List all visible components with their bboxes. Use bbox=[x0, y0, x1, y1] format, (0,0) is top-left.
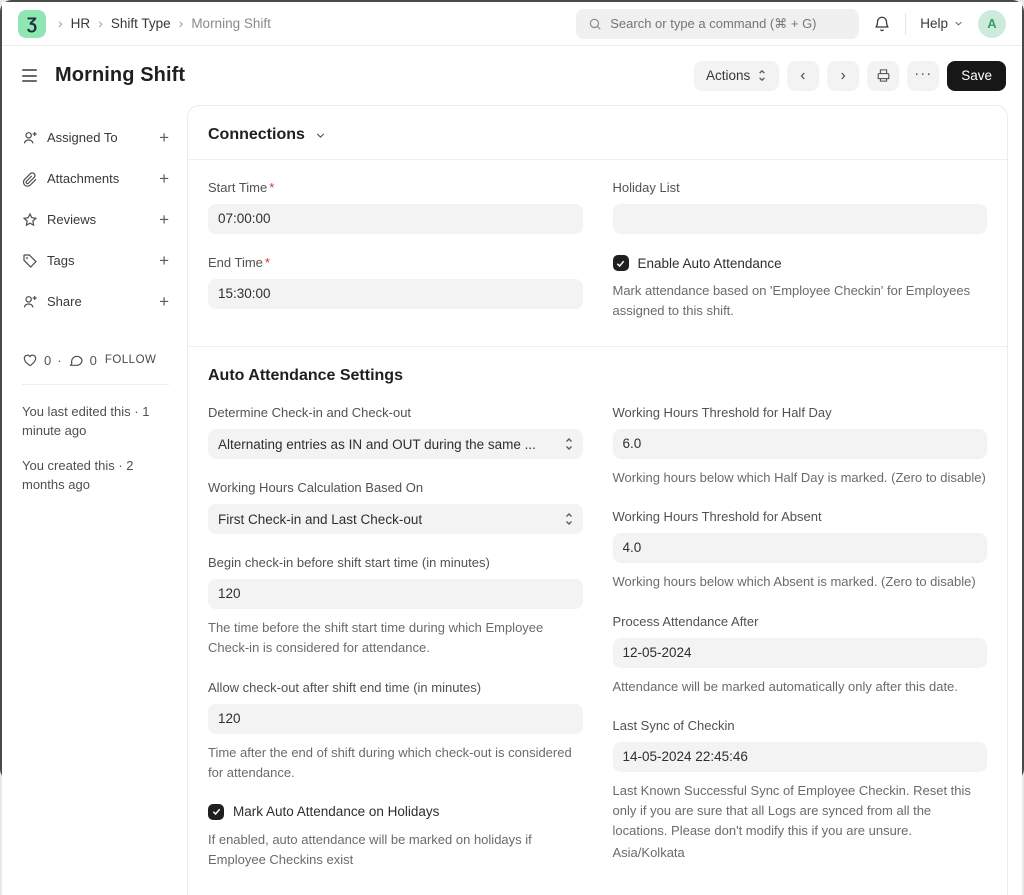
notifications-bell-icon[interactable] bbox=[873, 15, 891, 33]
mark-holidays-field bbox=[208, 804, 583, 870]
connections-section-toggle[interactable] bbox=[188, 106, 1007, 160]
end-time-field bbox=[208, 255, 583, 309]
allow-checkout-label: Allow check-out after shift end time (in minutes) bbox=[208, 679, 482, 695]
page-title: Morning Shift bbox=[55, 64, 186, 86]
chevron-right-icon: › bbox=[58, 14, 63, 31]
more-options-button[interactable] bbox=[907, 61, 939, 91]
half-day-threshold-label: Working Hours Threshold for Half Day bbox=[612, 405, 832, 421]
connections-title: Connections bbox=[208, 126, 305, 143]
checkbox-checked-icon bbox=[613, 255, 629, 271]
printer-icon bbox=[876, 68, 891, 83]
details-section bbox=[188, 160, 1007, 346]
mark-holidays-description: If enabled, auto attendance will be marked on holidays if Employee Checkins exist bbox=[208, 831, 532, 867]
sidebar-item-label: Share bbox=[47, 294, 82, 309]
half-day-threshold-description: Working hours below which Half Day is marked. (Zero to disable) bbox=[612, 470, 986, 486]
start-time-input[interactable] bbox=[208, 204, 583, 234]
required-marker: * bbox=[269, 180, 275, 195]
process-after-field bbox=[613, 614, 988, 697]
assign-user-icon bbox=[22, 130, 38, 146]
follow-button[interactable]: FOLLOW bbox=[104, 354, 157, 366]
absent-threshold-input[interactable] bbox=[613, 533, 988, 563]
holiday-list-input[interactable] bbox=[613, 204, 988, 234]
global-search-input[interactable] bbox=[576, 9, 859, 39]
breadcrumb-item-hr[interactable]: HR bbox=[70, 16, 91, 31]
navbar-divider bbox=[905, 13, 906, 35]
help-menu[interactable] bbox=[920, 16, 964, 31]
chevron-updown-icon bbox=[564, 512, 574, 526]
chevron-updown-icon bbox=[757, 69, 767, 82]
breadcrumb-item-current: Morning Shift bbox=[191, 16, 271, 31]
half-day-threshold-input[interactable] bbox=[613, 429, 988, 459]
half-day-threshold-field bbox=[613, 405, 988, 488]
sidebar-item-label: Tags bbox=[47, 253, 75, 268]
process-after-label: Process Attendance After bbox=[612, 613, 759, 629]
like-count: 0 bbox=[44, 352, 52, 368]
chevron-down-icon bbox=[314, 129, 327, 142]
document-sidebar bbox=[2, 105, 187, 895]
working-hours-calc-label: Working Hours Calculation Based On bbox=[208, 480, 424, 496]
print-button[interactable] bbox=[867, 61, 899, 91]
ellipsis-icon: ··· bbox=[914, 65, 933, 82]
allow-checkout-field bbox=[208, 680, 583, 783]
add-review-button[interactable]: + bbox=[159, 210, 169, 229]
search-icon bbox=[588, 17, 602, 31]
heart-icon[interactable] bbox=[22, 352, 38, 368]
checkbox-checked-icon bbox=[208, 804, 224, 820]
sidebar-item-attachments[interactable] bbox=[22, 170, 169, 187]
chevron-right-icon: › bbox=[178, 14, 184, 31]
holiday-list-field bbox=[613, 180, 988, 234]
working-hours-calc-select[interactable]: First Check-in and Last Check-out bbox=[208, 504, 583, 534]
begin-checkin-input[interactable] bbox=[208, 579, 583, 609]
comment-count: 0 bbox=[89, 352, 97, 368]
form-card bbox=[187, 105, 1008, 895]
enable-auto-attendance-field bbox=[613, 255, 988, 321]
absent-threshold-description: Working hours below which Absent is marked. (Zero to disable) bbox=[612, 574, 976, 590]
process-after-input[interactable] bbox=[613, 638, 988, 668]
required-marker: * bbox=[264, 255, 270, 270]
sidebar-item-tags[interactable] bbox=[22, 252, 169, 269]
mark-holidays-checkbox[interactable] bbox=[208, 804, 583, 820]
breadcrumb bbox=[58, 16, 271, 31]
enable-auto-attendance-label: Enable Auto Attendance bbox=[637, 255, 782, 271]
share-user-icon bbox=[22, 294, 38, 310]
search-input[interactable] bbox=[610, 16, 847, 31]
start-time-label: Start Time * bbox=[208, 180, 275, 195]
auto-attendance-title: Auto Attendance Settings bbox=[208, 367, 403, 385]
page-head bbox=[2, 46, 1022, 105]
breadcrumb-item-shift-type[interactable]: Shift Type bbox=[110, 16, 171, 31]
help-label: Help bbox=[920, 16, 948, 31]
tag-icon bbox=[22, 253, 38, 269]
holiday-list-label: Holiday List bbox=[612, 180, 680, 195]
end-time-input[interactable] bbox=[208, 279, 583, 309]
last-sync-field bbox=[613, 718, 988, 864]
last-edited-note[interactable]: You last edited this · 1 minute ago bbox=[22, 404, 150, 438]
top-navbar bbox=[2, 2, 1022, 46]
add-assignment-button[interactable]: + bbox=[159, 128, 169, 147]
dot-separator: · bbox=[57, 352, 62, 368]
last-sync-description: Last Known Successful Sync of Employee Checkin. Reset this only if you are sure that all Logs are synced from all the locations. Please don't modify this if you are unsure. bbox=[612, 782, 971, 838]
auto-attendance-section bbox=[188, 346, 1007, 895]
next-document-button[interactable] bbox=[827, 61, 859, 91]
save-button[interactable]: Save bbox=[947, 61, 1006, 91]
begin-checkin-field bbox=[208, 555, 583, 658]
last-sync-timezone: Asia/Kolkata bbox=[612, 845, 685, 861]
process-after-description: Attendance will be marked automatically only after this date. bbox=[612, 678, 958, 694]
allow-checkout-description: Time after the end of shift during which check-out is considered for attendance. bbox=[208, 744, 572, 780]
sidebar-item-reviews[interactable] bbox=[22, 211, 169, 228]
actions-label: Actions bbox=[705, 68, 751, 83]
working-hours-calc-field bbox=[208, 480, 583, 534]
sidebar-divider bbox=[22, 384, 169, 385]
mark-holidays-label: Mark Auto Attendance on Holidays bbox=[233, 804, 440, 820]
app-logo-icon[interactable]: Ʒ bbox=[18, 10, 46, 38]
actions-button[interactable] bbox=[694, 61, 779, 91]
created-note[interactable]: You created this · 2 months ago bbox=[22, 457, 134, 492]
sidebar-item-label: Attachments bbox=[47, 171, 120, 186]
begin-checkin-label: Begin check-in before shift start time (in minutes) bbox=[208, 555, 490, 571]
previous-document-button[interactable] bbox=[787, 61, 819, 91]
chevron-updown-icon bbox=[564, 437, 574, 451]
last-sync-input[interactable] bbox=[613, 742, 988, 772]
last-sync-label: Last Sync of Checkin bbox=[612, 717, 735, 733]
allow-checkout-input[interactable] bbox=[208, 704, 583, 734]
add-tag-button[interactable]: + bbox=[159, 251, 169, 270]
star-icon bbox=[22, 212, 38, 228]
sidebar-item-share[interactable] bbox=[22, 293, 169, 310]
sidebar-item-assigned-to[interactable] bbox=[22, 129, 169, 146]
enable-auto-attendance-description: Mark attendance based on 'Employee Checkin' for Employees assigned to this shift. bbox=[612, 283, 971, 319]
social-row bbox=[22, 352, 169, 368]
paperclip-icon bbox=[22, 171, 38, 187]
add-attachment-button[interactable]: + bbox=[159, 169, 169, 188]
enable-auto-attendance-checkbox[interactable] bbox=[613, 255, 988, 271]
absent-threshold-field bbox=[613, 509, 988, 592]
start-time-field bbox=[208, 180, 583, 234]
begin-checkin-description: The time before the shift start time during which Employee Check-in is considered for attendance. bbox=[208, 620, 544, 656]
end-time-label: End Time * bbox=[208, 255, 270, 270]
absent-threshold-label: Working Hours Threshold for Absent bbox=[612, 509, 822, 525]
add-share-button[interactable]: + bbox=[159, 292, 169, 311]
determine-checkin-label: Determine Check-in and Check-out bbox=[208, 405, 412, 421]
sidebar-item-label: Reviews bbox=[47, 212, 97, 227]
determine-checkin-field bbox=[208, 405, 583, 459]
user-avatar[interactable]: A bbox=[978, 10, 1006, 38]
determine-checkin-select[interactable]: Alternating entries as IN and OUT during the same ... bbox=[208, 429, 583, 459]
comment-icon[interactable] bbox=[68, 352, 84, 368]
sidebar-toggle-icon[interactable] bbox=[20, 65, 39, 86]
chevron-down-icon bbox=[953, 18, 964, 29]
chevron-right-icon: › bbox=[98, 14, 103, 31]
sidebar-item-label: Assigned To bbox=[47, 130, 118, 145]
